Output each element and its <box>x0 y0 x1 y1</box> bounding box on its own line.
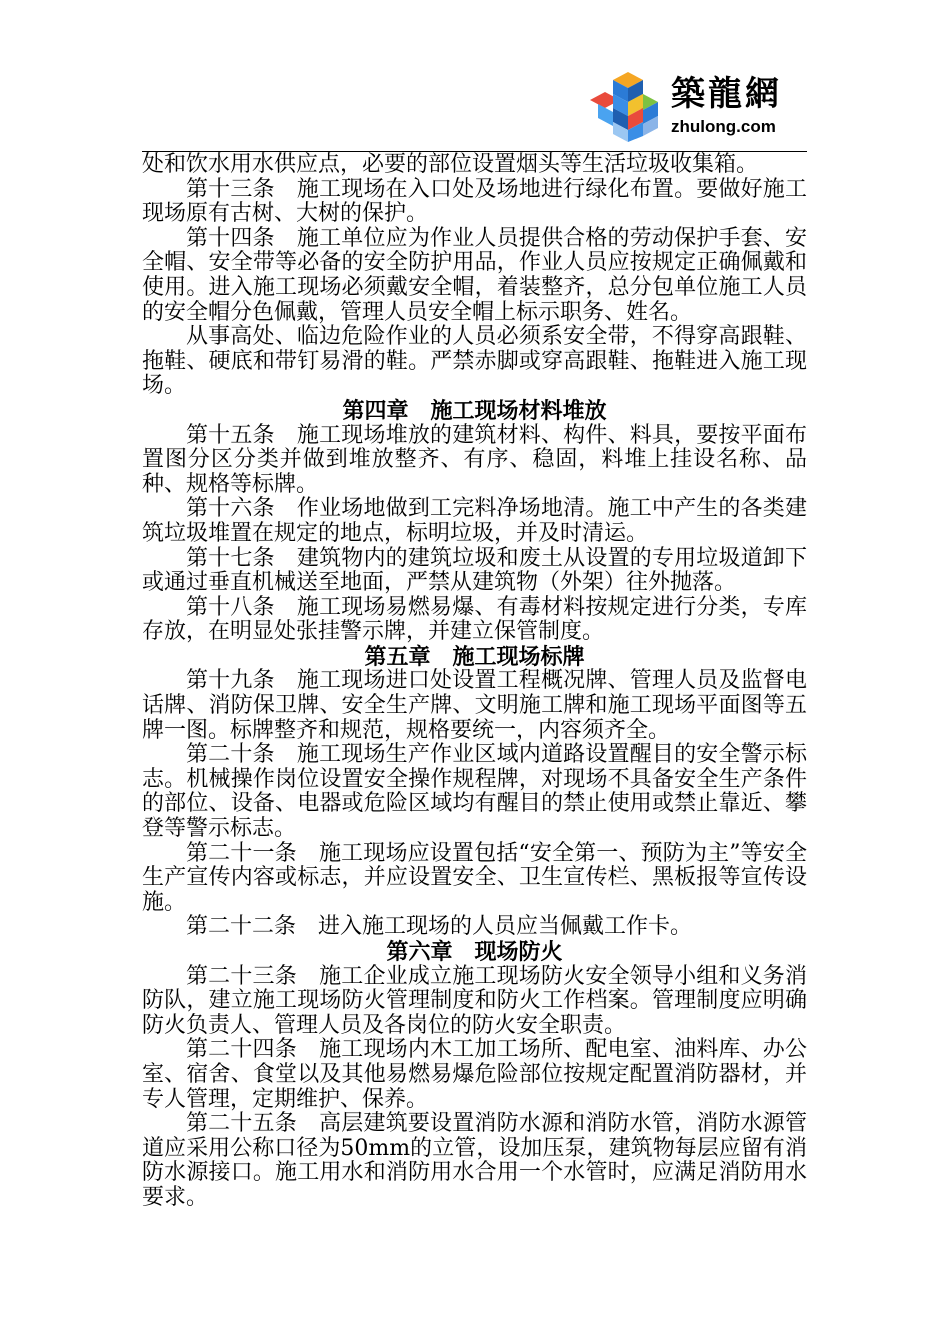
article-15: 第十五条 施工现场堆放的建筑材料、构件、料具，要按平面布置图分区分类并做到堆放整齐、有序、稳固，料堆上挂设名称、品种、规格等标牌。 <box>142 422 807 497</box>
cube-logo-icon <box>587 68 669 144</box>
page-header <box>142 60 807 152</box>
article-21: 第二十一条 施工现场应设置包括“安全第一、预防为主”等安全生产宣传内容或标志，并应设置安全、卫生宣传栏、黑板报等宣传设施。 <box>142 840 807 915</box>
zhulong-logo <box>587 68 807 144</box>
article-17: 第十七条 建筑物内的建筑垃圾和废土从设置的专用垃圾道卸下或通过垂直机械送至地面，严禁从建筑物（外架）往外抛落。 <box>142 545 807 596</box>
article-24: 第二十四条 施工现场内木工加工场所、配电室、油料库、办公室、宿舍、食堂以及其他易燃易爆危险部位按规定配置消防器材，并专人管理，定期维护、保养。 <box>142 1037 807 1112</box>
article-18: 第十八条 施工现场易燃易爆、有毒材料按规定进行分类，专库存放，在明显处张挂警示牌，并建立保管制度。 <box>142 594 807 645</box>
article-14: 第十四条 施工单位应为作业人员提供合格的劳动保护手套、安全帽、安全带等必备的安全防护用品，作业人员应按规定正确佩戴和使用。进入施工现场必须戴安全帽，着装整齐，总分包单位施工人员的安全帽分色佩戴，管理人员安全帽上标示职务、姓名。 <box>142 225 807 325</box>
chapter-5-heading: 第五章 施工现场标牌 <box>364 643 585 670</box>
article-13: 第十三条 施工现场在入口处及场地进行绿化布置。要做好施工现场原有古树、大树的保护。 <box>142 176 807 227</box>
article-20: 第二十条 施工现场生产作业区域内道路设置醒目的安全警示标志。机械操作岗位设置安全操作规程牌，对现场不具备安全生产条件的部位、设备、电器或危险区域均有醒目的禁止使用或禁止靠近、攀登等警示标志。 <box>142 742 807 842</box>
article-25: 第二十五条 高层建筑要设置消防水源和消防水管，消防水源管道应采用公称口径为50mm的立管，设加压泵，建筑物每层应留有消防水源接口。施工用水和消防用水合用一个水管时，应满足消防用水要求。 <box>142 1111 807 1210</box>
article-22: 第二十二条 进入施工现场的人员应当佩戴工作卡。 <box>186 914 693 940</box>
article-19: 第十九条 施工现场进口处设置工程概况牌、管理人员及监督电话牌、消防保卫牌、安全生产牌、文明施工牌和施工现场平面图等五牌一图。标牌整齐和规范，规格要统一，内容须齐全。 <box>142 668 807 743</box>
article-16: 第十六条 作业场地做到工完料净场地清。施工中产生的各类建筑垃圾堆置在规定的地点，标明垃圾，并及时清运。 <box>142 496 807 546</box>
chapter-6-heading: 第六章 现场防火 <box>386 939 563 965</box>
logo-chinese-text: 築龍網 <box>671 74 782 114</box>
paragraph: 从事高处、临边危险作业的人员必须系安全带，不得穿高跟鞋、拖鞋、硬底和带钉易滑的鞋。严禁赤脚或穿高跟鞋、拖鞋进入施工现场。 <box>142 324 807 399</box>
article-23: 第二十三条 施工企业成立施工现场防火安全领导小组和义务消防队，建立施工现场防火管理制度和防火工作档案。管理制度应明确防火负责人、管理人员及各岗位的防火安全职责。 <box>142 963 807 1038</box>
chapter-4-heading: 第四章 施工现场材料堆放 <box>342 397 607 424</box>
document-body <box>142 153 807 1211</box>
paragraph: 处和饮水用水供应点，必要的部位设置烟头等生活垃圾收集箱。 <box>142 152 759 177</box>
logo-domain-text: zhulong.com <box>671 117 776 136</box>
